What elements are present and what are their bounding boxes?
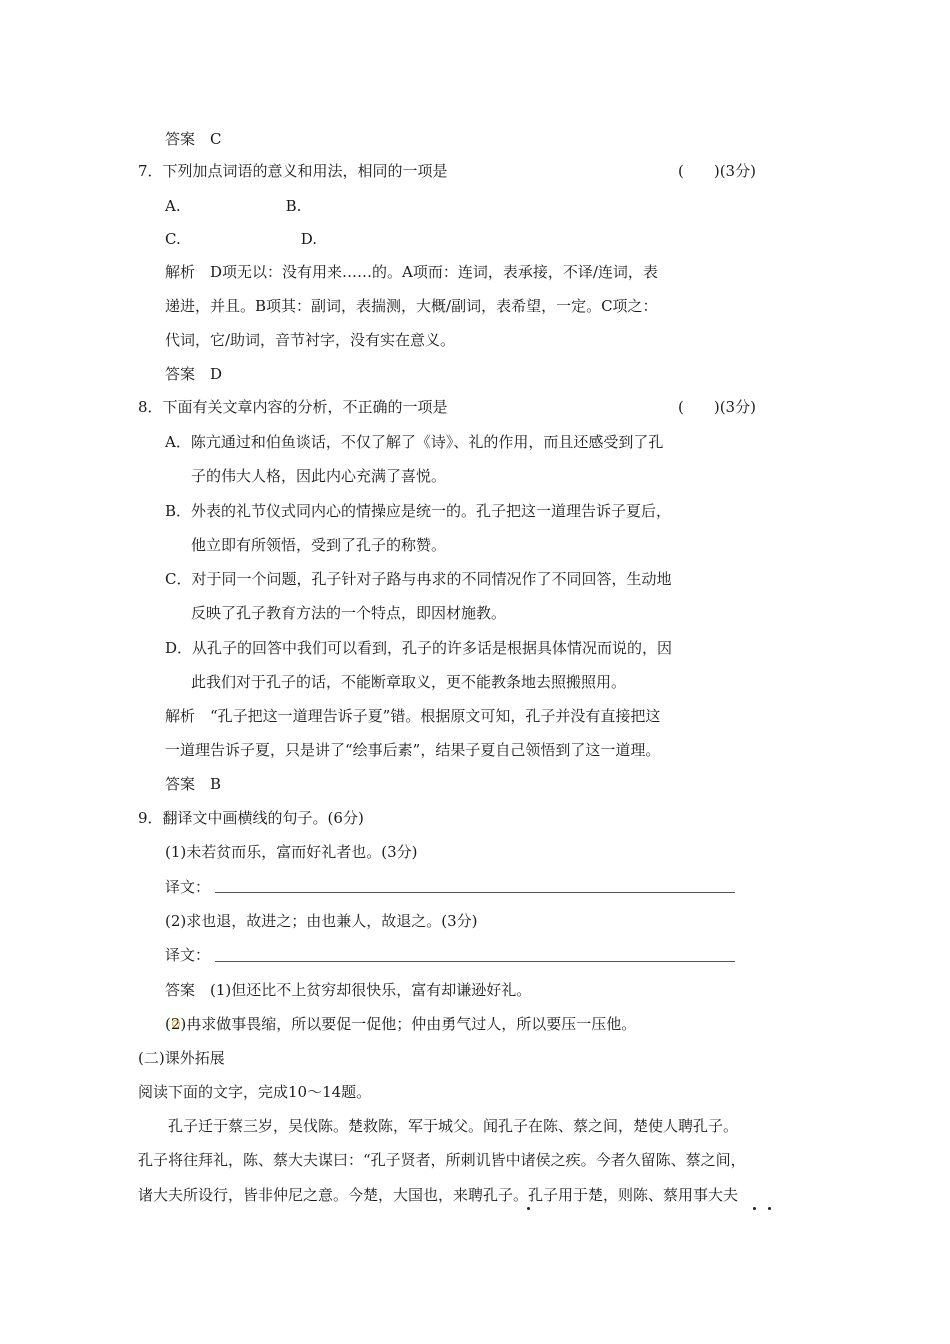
question-7-explanation-3: 代词，它/助词，音节衬字，没有实在意义。: [165, 331, 456, 349]
question-8-option-a-2: 子的伟大人格，因此内心充满了喜悦。: [191, 467, 447, 485]
passage-line-3: 诸大夫所设行，皆非仲尼之意。今楚，大国也，来聘孔子。孔子用于楚，则陈、蔡用事大夫: [138, 1186, 739, 1204]
question-8-option-d-1: D．从孔子的回答中我们可以看到，孔子的许多话是根据具体情况而说的，因: [165, 639, 673, 657]
question-8-option-a-1: A．陈亢通过和伯鱼谈话，不仅了解了《诗》、礼的作用，而且还感受到了孔: [165, 433, 664, 451]
passage-line-2: 孔子将往拜礼，陈、蔡大夫谋曰：“孔子贤者，所刺讥皆中诸侯之疾。今者久留陈、蔡之间，: [138, 1151, 746, 1169]
question-8-option-d-2: 此我们对于孔子的话，不能断章取义，更不能教条地去照搬照用。: [191, 673, 627, 691]
answer-8: 答案 B: [165, 775, 222, 793]
question-7-score: ( )(3分): [678, 162, 756, 180]
answer-9-1: 答案 (1)但还比不上贫穷却很快乐，富有却谦逊好礼。: [165, 981, 532, 999]
question-7-options-cd: C. D.: [165, 230, 317, 248]
answer-7: 答案 D: [165, 365, 223, 383]
question-9: 9．翻译文中画横线的句子。(6分): [138, 809, 364, 827]
question-8-option-b-2: 他立即有所领悟，受到了孔子的称赞。: [191, 536, 447, 554]
emphasis-dot: [527, 1207, 530, 1210]
question-9-item-2: (2)求也退，故进之；由也兼人，故退之。(3分): [165, 912, 478, 930]
section-intro: 阅读下面的文字，完成10～14题。: [138, 1083, 372, 1101]
translation-label-1: 译文：: [165, 878, 211, 896]
answer-9-2: (2)冉求做事畏缩，所以要促一促他；仲由勇气过人，所以要压一压他。: [165, 1015, 637, 1033]
translation-blank-1[interactable]: [215, 892, 735, 893]
question-8-score: ( )(3分): [678, 398, 756, 416]
question-8-explanation-2: 一道理告诉子夏，只是讲了“绘事后素”，结果子夏自己领悟到了这一道理。: [165, 741, 661, 759]
question-7-explanation-1: 解析 D项无以：没有用来……的。A项而：连词，表承接，不译/连词，表: [165, 263, 658, 281]
question-7-options-ab: A. B.: [165, 197, 302, 215]
question-8-explanation-1: 解析 “孔子把这一道理告诉子夏”错。根据原文可知，孔子并没有直接把这: [165, 707, 661, 725]
translation-label-2: 译文：: [165, 946, 211, 964]
answer-6: 答案 C: [165, 130, 222, 148]
question-8-option-c-2: 反映了孔子教育方法的一个特点，即因材施教。: [191, 604, 507, 622]
translation-blank-2[interactable]: [215, 961, 735, 962]
question-8: 8．下面有关文章内容的分析，不正确的一项是: [138, 398, 448, 416]
question-8-option-c-1: C．对于同一个问题，孔子针对子路与冉求的不同情况作了不同回答，生动地: [165, 570, 672, 588]
section-heading: (二)课外拓展: [138, 1049, 225, 1067]
emphasis-dot: [753, 1207, 756, 1210]
question-9-item-1: (1)未若贫而乐，富而好礼者也。(3分): [165, 843, 418, 861]
passage-line-1: 孔子迁于蔡三岁，吴伐陈。楚救陈，军于城父。闻孔子在陈、蔡之间，楚使人聘孔子。: [138, 1117, 739, 1135]
emphasis-dot: [768, 1207, 771, 1210]
question-8-option-b-1: B．外表的礼节仪式同内心的情操应是统一的。孔子把这一道理告诉子夏后，: [165, 502, 672, 520]
edit-mark: [172, 1020, 180, 1028]
question-7: 7．下列加点词语的意义和用法，相同的一项是: [138, 162, 448, 180]
question-7-explanation-2: 递进，并且。B项其：副词，表揣测，大概/副词，表希望，一定。C项之：: [165, 297, 658, 315]
